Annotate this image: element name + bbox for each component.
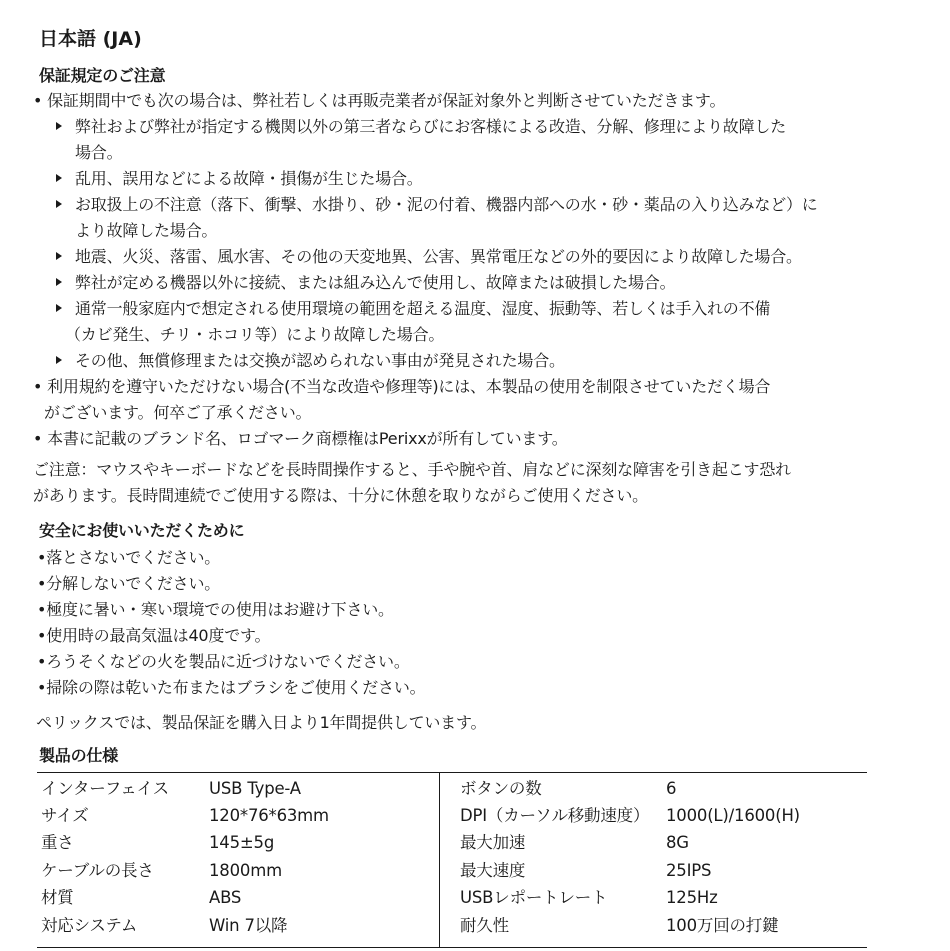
spec-value: 1800mm [209,861,282,880]
warranty-sub-4: 地震、火災、落雷、風水害、その他の天変地異、公害、異常電圧などの外的要因により故障した場合。 [75,247,802,266]
warranty-bullet-1: • 保証期間中でも次の場合は、弊社若しくは再販売業者が保証対象外と判断させていただきます。 [33,91,726,110]
triangle-bullet-icon [56,122,62,130]
table-column-divider [439,772,440,948]
spec-value: 6 [666,779,677,798]
warranty-sub-6: 通常一般家庭内で想定される使用環境の範囲を超える温度、湿度、振動等、若しくは手入れの不備 [75,299,771,318]
safety-item: •ろうそくなどの火を製品に近づけないでください。 [37,652,410,671]
safety-item: •使用時の最高気温は40度です。 [37,626,271,645]
spec-value: Win 7以降 [209,916,288,935]
page-title: 日本語 (JA) [39,28,142,50]
warranty-sub-2: 乱用、誤用などによる故障・損傷が生じた場合。 [75,169,423,188]
spec-value: 25IPS [666,861,712,880]
spec-label: 材質 [41,888,74,907]
triangle-bullet-icon [56,356,62,364]
spec-label: 最大加速 [460,833,526,852]
spec-label: DPI（カーソル移動速度） [460,806,650,825]
spec-label: 対応システム [41,916,138,935]
safety-item: •落とさないでください。 [37,548,221,567]
triangle-bullet-icon [56,200,62,208]
warranty-sub-1-cont: 場合。 [75,143,123,162]
caution-text-cont: があります。長時間連続でご使用する際は、十分に休憩を取りながらご使用ください。 [33,486,648,505]
spec-value: 145±5g [209,833,275,852]
spec-label: 重さ [41,833,74,852]
warranty-sub-3: お取扱上の不注意（落下、衝撃、水掛り、砂・泥の付着、機器内部への水・砂・薬品の入り込みなど）に [75,195,818,214]
spec-label: サイズ [41,806,89,825]
safety-item: •分解しないでください。 [37,574,221,593]
warranty-bullet-2: • 利用規約を遵守いただけない場合(不当な改造や修理等)には、本製品の使用を制限させていただく場合 [33,377,771,396]
spec-value: 125Hz [666,888,718,907]
warranty-sub-1: 弊社および弊社が指定する機関以外の第三者ならびにお客様による改造、分解、修理により故障した [75,117,787,136]
spec-value: USB Type-A [209,779,301,798]
warranty-sub-5: 弊社が定める機器以外に接続、または組み込んで使用し、故障または破損した場合。 [75,273,676,292]
spec-value: 1000(L)/1600(H) [666,806,800,825]
spec-value: 8G [666,833,689,852]
spec-value: 120*76*63mm [209,806,329,825]
spec-label: ケーブルの長さ [41,861,154,880]
warranty-sub-6-cont: （カビ発生、チリ・ホコリ等）により故障した場合。 [65,325,445,344]
caution-text: ご注意：マウスやキーボードなどを長時間操作すると、手や腕や首、肩などに深刻な障害を引き起こす恐れ [33,460,791,479]
spec-value: ABS [209,888,242,907]
triangle-bullet-icon [56,174,62,182]
spec-label: ボタンの数 [460,779,542,798]
safety-item: •掃除の際は乾いた布またはブラシをご使用ください。 [37,678,426,697]
safety-item: •極度に暑い・寒い環境での使用はお避け下さい。 [37,600,394,619]
spec-value: 100万回の打鍵 [666,916,779,935]
warranty-heading: 保証規定のご注意 [39,66,166,85]
spec-label: 最大速度 [460,861,526,880]
warranty-bullet-3: • 本書に記載のブランド名、ロゴマーク商標権はPerixxが所有しています。 [33,429,568,448]
table-top-rule [37,772,867,773]
triangle-bullet-icon [56,304,62,312]
warranty-bullet-2-cont: がございます。何卒ご了承ください。 [44,403,312,422]
spec-label: 耐久性 [460,916,509,935]
triangle-bullet-icon [56,252,62,260]
spec-label: インターフェイス [41,779,169,798]
table-bottom-rule [37,947,867,948]
safety-heading: 安全にお使いいただくために [39,521,245,540]
triangle-bullet-icon [56,278,62,286]
warranty-sub-3-cont: より故障した場合。 [75,221,218,240]
spec-label: USBレポートレート [460,888,608,907]
warranty-period-note: ペリックスでは、製品保証を購入日より1年間提供しています。 [36,713,487,732]
specs-heading: 製品の仕様 [39,746,119,765]
warranty-sub-7: その他、無償修理または交換が認められない事由が発見された場合。 [75,351,565,370]
